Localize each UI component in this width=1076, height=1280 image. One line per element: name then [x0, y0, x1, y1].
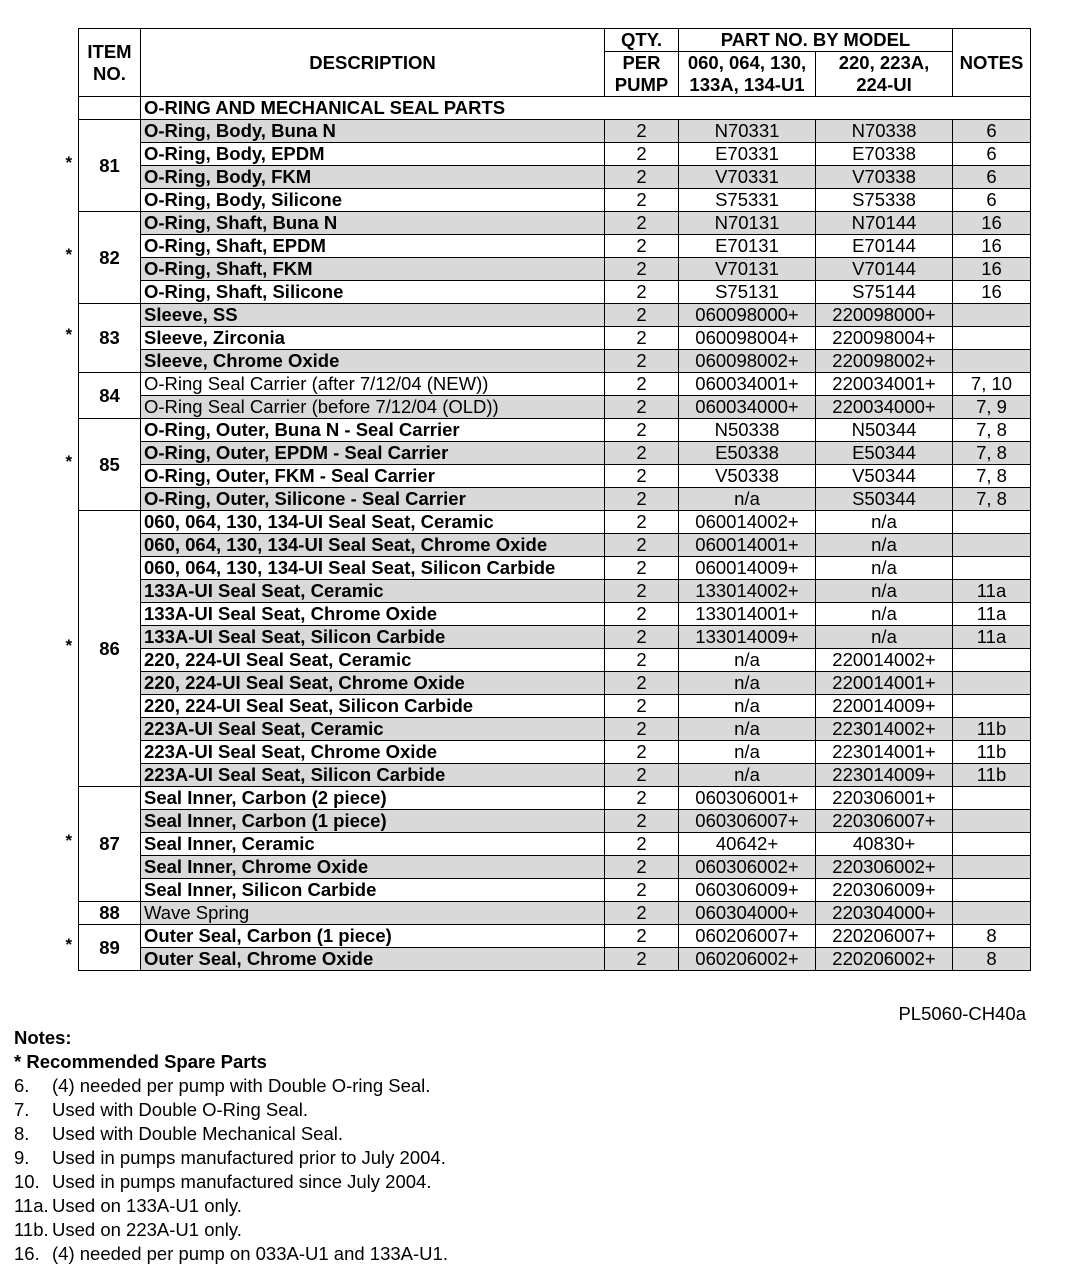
header-part-no-by-model: PART NO. BY MODEL [679, 29, 953, 52]
qty-per-pump: 2 [605, 695, 679, 718]
qty-per-pump: 2 [605, 649, 679, 672]
part-no-model-a: S75131 [679, 281, 816, 304]
part-no-model-a: 133014009+ [679, 626, 816, 649]
qty-per-pump: 2 [605, 120, 679, 143]
note-ref: 7, 9 [953, 396, 1031, 419]
qty-per-pump: 2 [605, 442, 679, 465]
part-no-model-b: V50344 [816, 465, 953, 488]
note-number: 11a. [14, 1195, 49, 1216]
part-no-model-a: 060306009+ [679, 879, 816, 902]
part-no-model-a: 060304000+ [679, 902, 816, 925]
part-description: Outer Seal, Chrome Oxide [141, 948, 605, 971]
table-row [79, 741, 1031, 764]
part-no-model-b: V70338 [816, 166, 953, 189]
note-ref: 7, 8 [953, 488, 1031, 511]
qty-per-pump: 2 [605, 166, 679, 189]
part-no-model-a: n/a [679, 764, 816, 787]
part-no-model-a: 060306001+ [679, 787, 816, 810]
item-number: 87 [79, 787, 141, 902]
part-no-model-a: 060098004+ [679, 327, 816, 350]
part-description: 220, 224-UI Seal Seat, Chrome Oxide [141, 672, 605, 695]
table-row [79, 120, 1031, 143]
qty-per-pump: 2 [605, 833, 679, 856]
part-description: 060, 064, 130, 134-UI Seal Seat, Silicon Carbide [141, 557, 605, 580]
part-description: Seal Inner, Ceramic [141, 833, 605, 856]
note-ref: 11b [953, 741, 1031, 764]
qty-per-pump: 2 [605, 488, 679, 511]
note-item [14, 1242, 448, 1266]
part-no-model-b: S75144 [816, 281, 953, 304]
part-description: 133A-UI Seal Seat, Ceramic [141, 580, 605, 603]
part-no-model-b: 220304000+ [816, 902, 953, 925]
note-number: 8. [14, 1123, 30, 1144]
qty-per-pump: 2 [605, 373, 679, 396]
part-no-model-a: n/a [679, 695, 816, 718]
part-no-model-a: 133014002+ [679, 580, 816, 603]
note-ref [953, 672, 1031, 695]
spare-part-marker: * [65, 831, 73, 850]
table-row [79, 465, 1031, 488]
part-no-model-a: n/a [679, 718, 816, 741]
table-row [79, 672, 1031, 695]
part-no-model-b: 220206002+ [816, 948, 953, 971]
note-ref: 8 [953, 948, 1031, 971]
part-description: O-Ring, Body, EPDM [141, 143, 605, 166]
note-ref: 7, 8 [953, 465, 1031, 488]
part-no-model-a: n/a [679, 741, 816, 764]
part-description: O-Ring, Outer, EPDM - Seal Carrier [141, 442, 605, 465]
part-description: O-Ring, Shaft, Silicone [141, 281, 605, 304]
part-no-model-b: n/a [816, 511, 953, 534]
notes-heading: Notes: [14, 1027, 72, 1048]
section-title: O-RING AND MECHANICAL SEAL PARTS [141, 97, 1031, 120]
note-ref: 16 [953, 281, 1031, 304]
table-row [79, 511, 1031, 534]
part-description: 133A-UI Seal Seat, Silicon Carbide [141, 626, 605, 649]
note-text: Used in pumps manufactured since July 2004. [52, 1171, 432, 1192]
table-row [79, 419, 1031, 442]
spare-part-marker: * [65, 934, 73, 954]
note-ref [953, 534, 1031, 557]
part-description: Seal Inner, Chrome Oxide [141, 856, 605, 879]
header-model-a: 060, 064, 130, 133A, 134-U1 [679, 52, 816, 97]
table-row [79, 281, 1031, 304]
qty-per-pump: 2 [605, 189, 679, 212]
section-row [79, 97, 1031, 120]
qty-per-pump: 2 [605, 879, 679, 902]
header-model-b: 220, 223A, 224-UI [816, 52, 953, 97]
qty-per-pump: 2 [605, 212, 679, 235]
part-no-model-b: 220098000+ [816, 304, 953, 327]
part-no-model-b: n/a [816, 626, 953, 649]
note-ref: 16 [953, 258, 1031, 281]
part-no-model-b: 220034000+ [816, 396, 953, 419]
table-row [79, 603, 1031, 626]
table-row [79, 695, 1031, 718]
notes-section [14, 1026, 448, 1266]
part-description: 223A-UI Seal Seat, Silicon Carbide [141, 764, 605, 787]
part-no-model-b: n/a [816, 603, 953, 626]
part-no-model-b: 220306002+ [816, 856, 953, 879]
part-no-model-a: n/a [679, 488, 816, 511]
part-no-model-b: n/a [816, 557, 953, 580]
note-text: Used in pumps manufactured prior to July 2004. [52, 1147, 446, 1168]
note-text: Used on 133A-U1 only. [52, 1195, 242, 1216]
note-number: 9. [14, 1147, 30, 1168]
part-description: O-Ring, Outer, FKM - Seal Carrier [141, 465, 605, 488]
part-no-model-a: 060014002+ [679, 511, 816, 534]
part-no-model-b: 220098004+ [816, 327, 953, 350]
qty-per-pump: 2 [605, 258, 679, 281]
note-item [14, 1146, 448, 1170]
table-row [79, 488, 1031, 511]
part-no-model-b: S75338 [816, 189, 953, 212]
note-number: 11b. [14, 1219, 49, 1240]
part-no-model-a: V70331 [679, 166, 816, 189]
table-row [79, 235, 1031, 258]
note-ref: 8 [953, 925, 1031, 948]
header-qty-line1: QTY. [605, 29, 679, 52]
spare-part-marker: * [65, 325, 73, 344]
part-no-model-b: 223014001+ [816, 741, 953, 764]
table-row [79, 304, 1031, 327]
table-row [79, 396, 1031, 419]
note-text: Used on 223A-U1 only. [52, 1219, 242, 1240]
part-no-model-a: N70331 [679, 120, 816, 143]
note-ref [953, 787, 1031, 810]
part-description: O-Ring Seal Carrier (before 7/12/04 (OLD)) [141, 396, 605, 419]
part-no-model-b: S50344 [816, 488, 953, 511]
table-row [79, 534, 1031, 557]
part-no-model-a: V50338 [679, 465, 816, 488]
note-ref: 7, 8 [953, 442, 1031, 465]
note-ref [953, 902, 1031, 925]
note-ref: 6 [953, 166, 1031, 189]
note-ref [953, 350, 1031, 373]
note-number: 10. [14, 1171, 40, 1192]
part-description: Wave Spring [141, 902, 605, 925]
note-ref [953, 649, 1031, 672]
qty-per-pump: 2 [605, 810, 679, 833]
qty-per-pump: 2 [605, 281, 679, 304]
part-description: O-Ring, Outer, Buna N - Seal Carrier [141, 419, 605, 442]
part-no-model-a: E70331 [679, 143, 816, 166]
qty-per-pump: 2 [605, 557, 679, 580]
notes-list [14, 1074, 448, 1266]
table-row [79, 626, 1031, 649]
qty-per-pump: 2 [605, 626, 679, 649]
note-ref: 11b [953, 764, 1031, 787]
note-ref [953, 557, 1031, 580]
part-description: Sleeve, Zirconia [141, 327, 605, 350]
qty-per-pump: 2 [605, 534, 679, 557]
table-header [79, 29, 1031, 97]
note-text: Used with Double Mechanical Seal. [52, 1123, 344, 1144]
part-no-model-a: 060034000+ [679, 396, 816, 419]
qty-per-pump: 2 [605, 327, 679, 350]
part-no-model-b: 220098002+ [816, 350, 953, 373]
table-row [79, 327, 1031, 350]
qty-per-pump: 2 [605, 304, 679, 327]
part-no-model-b: E50344 [816, 442, 953, 465]
part-no-model-a: E70131 [679, 235, 816, 258]
spare-part-marker: * [65, 635, 73, 655]
part-no-model-b: 220014009+ [816, 695, 953, 718]
part-no-model-b: V70144 [816, 258, 953, 281]
recommended-spare-parts-note: * Recommended Spare Parts [14, 1051, 267, 1072]
header-qty-line2: PER [605, 52, 679, 75]
qty-per-pump: 2 [605, 235, 679, 258]
qty-per-pump: 2 [605, 764, 679, 787]
document-code: PL5060-CH40a [898, 1003, 1026, 1024]
part-description: Outer Seal, Carbon (1 piece) [141, 925, 605, 948]
note-ref [953, 810, 1031, 833]
spare-part-marker: * [65, 451, 73, 471]
header-qty-line3: PUMP [605, 74, 679, 97]
qty-per-pump: 2 [605, 603, 679, 626]
part-no-model-b: 40830+ [816, 833, 953, 856]
part-no-model-a: N70131 [679, 212, 816, 235]
part-no-model-a: 060206002+ [679, 948, 816, 971]
part-no-model-b: 223014009+ [816, 764, 953, 787]
part-no-model-b: 220306007+ [816, 810, 953, 833]
part-description: 220, 224-UI Seal Seat, Ceramic [141, 649, 605, 672]
parts-table [78, 28, 1031, 971]
qty-per-pump: 2 [605, 511, 679, 534]
part-no-model-b: E70338 [816, 143, 953, 166]
note-ref: 11a [953, 626, 1031, 649]
table-row [79, 649, 1031, 672]
table-row [79, 764, 1031, 787]
table-row [79, 212, 1031, 235]
part-description: Sleeve, Chrome Oxide [141, 350, 605, 373]
part-no-model-b: E70144 [816, 235, 953, 258]
note-ref: 6 [953, 189, 1031, 212]
item-number: 89 [79, 925, 141, 971]
part-no-model-b: N50344 [816, 419, 953, 442]
part-description: 223A-UI Seal Seat, Chrome Oxide [141, 741, 605, 764]
note-number: 6. [14, 1075, 30, 1096]
part-no-model-b: 220034001+ [816, 373, 953, 396]
note-number: 16. [14, 1243, 40, 1264]
part-description: O-Ring, Shaft, EPDM [141, 235, 605, 258]
part-description: O-Ring, Body, FKM [141, 166, 605, 189]
part-no-model-a: 060306007+ [679, 810, 816, 833]
part-no-model-a: 060206007+ [679, 925, 816, 948]
note-ref [953, 833, 1031, 856]
qty-per-pump: 2 [605, 741, 679, 764]
part-no-model-a: V70131 [679, 258, 816, 281]
note-ref [953, 511, 1031, 534]
qty-per-pump: 2 [605, 948, 679, 971]
part-no-model-b: 220306001+ [816, 787, 953, 810]
note-ref: 7, 8 [953, 419, 1031, 442]
part-description: O-Ring, Body, Buna N [141, 120, 605, 143]
part-description: Sleeve, SS [141, 304, 605, 327]
table-row [79, 810, 1031, 833]
note-ref: 11a [953, 580, 1031, 603]
note-text: (4) needed per pump with Double O-ring Seal. [52, 1075, 431, 1096]
qty-per-pump: 2 [605, 672, 679, 695]
qty-per-pump: 2 [605, 465, 679, 488]
part-no-model-a: 060034001+ [679, 373, 816, 396]
note-number: 7. [14, 1099, 30, 1120]
header-notes: NOTES [953, 29, 1031, 97]
part-description: 220, 224-UI Seal Seat, Silicon Carbide [141, 695, 605, 718]
part-no-model-b: n/a [816, 580, 953, 603]
table-row [79, 373, 1031, 396]
note-item [14, 1194, 448, 1218]
part-no-model-a: 060014001+ [679, 534, 816, 557]
part-no-model-b: N70144 [816, 212, 953, 235]
spare-part-marker: * [65, 152, 73, 172]
qty-per-pump: 2 [605, 856, 679, 879]
note-text: Used with Double O-Ring Seal. [52, 1099, 309, 1120]
part-description: Seal Inner, Silicon Carbide [141, 879, 605, 902]
part-no-model-b: 220014001+ [816, 672, 953, 695]
qty-per-pump: 2 [605, 580, 679, 603]
part-description: 060, 064, 130, 134-UI Seal Seat, Chrome Oxide [141, 534, 605, 557]
part-no-model-a: n/a [679, 649, 816, 672]
part-description: 133A-UI Seal Seat, Chrome Oxide [141, 603, 605, 626]
part-description: Seal Inner, Carbon (2 piece) [141, 787, 605, 810]
part-description: 060, 064, 130, 134-UI Seal Seat, Ceramic [141, 511, 605, 534]
table-row [79, 350, 1031, 373]
table-row [79, 902, 1031, 925]
part-description: Seal Inner, Carbon (1 piece) [141, 810, 605, 833]
note-ref [953, 327, 1031, 350]
part-description: O-Ring, Body, Silicone [141, 189, 605, 212]
table-row [79, 856, 1031, 879]
part-description: O-Ring, Outer, Silicone - Seal Carrier [141, 488, 605, 511]
part-no-model-a: 060014009+ [679, 557, 816, 580]
part-no-model-b: n/a [816, 534, 953, 557]
header-description: DESCRIPTION [141, 29, 605, 97]
table-row [79, 925, 1031, 948]
item-number: 81 [79, 120, 141, 212]
part-no-model-b: 220206007+ [816, 925, 953, 948]
table-row [79, 948, 1031, 971]
qty-per-pump: 2 [605, 143, 679, 166]
qty-per-pump: 2 [605, 902, 679, 925]
table-row [79, 557, 1031, 580]
table-row [79, 833, 1031, 856]
part-no-model-a: 060306002+ [679, 856, 816, 879]
table-row [79, 718, 1031, 741]
part-no-model-b: 220306009+ [816, 879, 953, 902]
part-description: O-Ring, Shaft, Buna N [141, 212, 605, 235]
note-ref: 7, 10 [953, 373, 1031, 396]
part-no-model-a: 060098002+ [679, 350, 816, 373]
note-ref: 16 [953, 235, 1031, 258]
part-description: O-Ring Seal Carrier (after 7/12/04 (NEW)) [141, 373, 605, 396]
table-row [79, 442, 1031, 465]
part-no-model-b: 220014002+ [816, 649, 953, 672]
table-row [79, 166, 1031, 189]
note-ref: 6 [953, 143, 1031, 166]
part-no-model-a: 133014001+ [679, 603, 816, 626]
header-item-no: ITEM NO. [79, 29, 141, 97]
note-ref: 16 [953, 212, 1031, 235]
table-row [79, 787, 1031, 810]
note-ref [953, 856, 1031, 879]
part-no-model-a: S75331 [679, 189, 816, 212]
spare-part-marker: * [65, 244, 73, 264]
part-no-model-a: 060098000+ [679, 304, 816, 327]
note-text: (4) needed per pump on 033A-U1 and 133A-U1. [52, 1243, 448, 1264]
item-number: 84 [79, 373, 141, 419]
note-item [14, 1218, 448, 1242]
note-ref [953, 304, 1031, 327]
part-no-model-a: n/a [679, 672, 816, 695]
part-no-model-a: N50338 [679, 419, 816, 442]
part-no-model-b: N70338 [816, 120, 953, 143]
table-row [79, 258, 1031, 281]
part-description: 223A-UI Seal Seat, Ceramic [141, 718, 605, 741]
table-row [79, 189, 1031, 212]
note-item [14, 1122, 448, 1146]
item-number: 86 [79, 511, 141, 787]
item-number: 82 [79, 212, 141, 304]
qty-per-pump: 2 [605, 419, 679, 442]
table-row [79, 580, 1031, 603]
part-no-model-a: 40642+ [679, 833, 816, 856]
note-ref: 11a [953, 603, 1031, 626]
qty-per-pump: 2 [605, 350, 679, 373]
qty-per-pump: 2 [605, 718, 679, 741]
part-no-model-b: 223014002+ [816, 718, 953, 741]
qty-per-pump: 2 [605, 787, 679, 810]
note-ref [953, 695, 1031, 718]
table-row [79, 143, 1031, 166]
table-body [79, 97, 1031, 971]
part-no-model-a: E50338 [679, 442, 816, 465]
item-number: 83 [79, 304, 141, 373]
note-ref: 11b [953, 718, 1031, 741]
note-item [14, 1170, 448, 1194]
qty-per-pump: 2 [605, 396, 679, 419]
table-row [79, 879, 1031, 902]
note-ref: 6 [953, 120, 1031, 143]
part-description: O-Ring, Shaft, FKM [141, 258, 605, 281]
qty-per-pump: 2 [605, 925, 679, 948]
item-number: 88 [79, 902, 141, 925]
note-ref [953, 879, 1031, 902]
note-item [14, 1098, 448, 1122]
note-item [14, 1074, 448, 1098]
item-number: 85 [79, 419, 141, 511]
